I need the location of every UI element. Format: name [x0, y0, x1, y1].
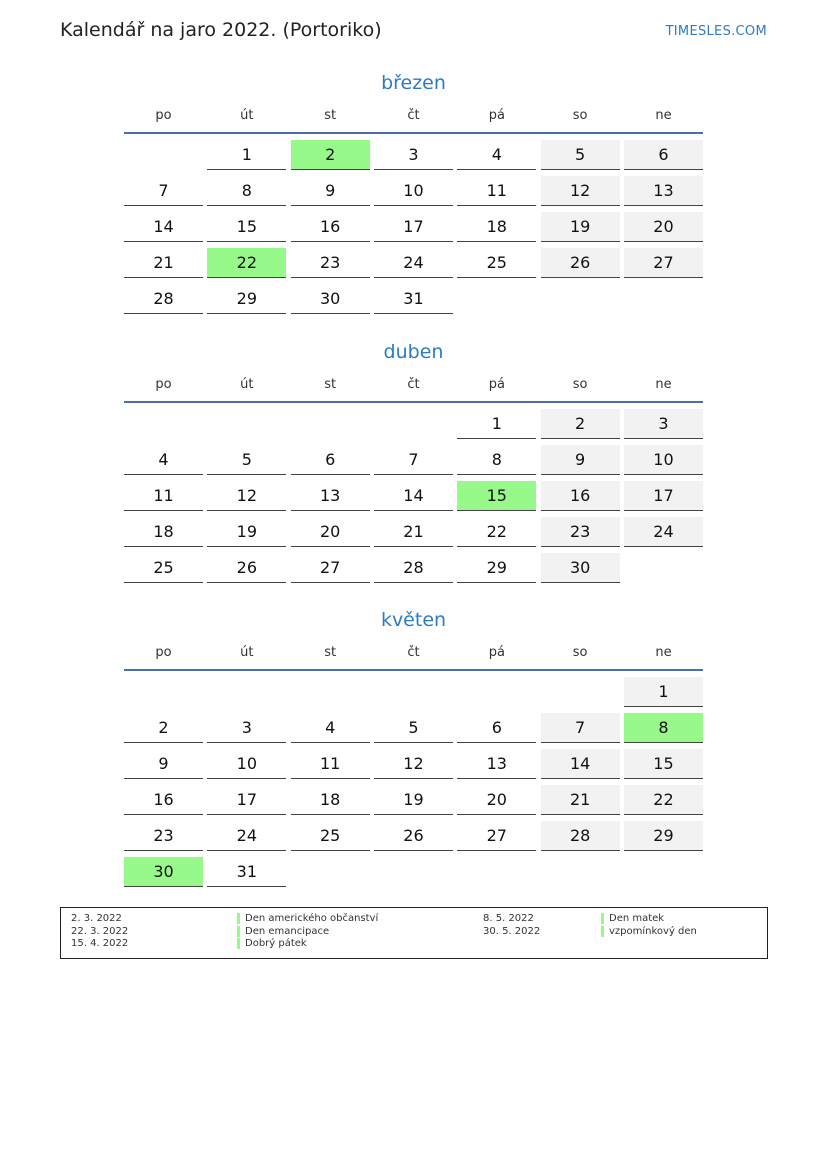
month-block [124, 607, 703, 892]
day-cell[interactable]: 11 [124, 481, 203, 511]
day-cell[interactable]: 25 [124, 553, 203, 583]
week-row [124, 139, 703, 175]
day-cell[interactable]: 27 [291, 553, 370, 583]
day-cell[interactable]: 16 [124, 785, 203, 815]
legend-date: 15. 4. 2022 [71, 938, 129, 949]
empty-day-cell [457, 857, 536, 887]
holiday-color-marker [601, 926, 604, 937]
day-cell[interactable]: 25 [291, 821, 370, 851]
day-cell[interactable]: 25 [457, 248, 536, 278]
day-cell[interactable]: 1 [457, 409, 536, 439]
week-row [124, 444, 703, 480]
weekday-label: čt [407, 108, 420, 123]
legend-date: 8. 5. 2022 [483, 913, 534, 924]
month-name: duben [383, 341, 444, 363]
day-cell[interactable]: 12 [374, 749, 453, 779]
empty-day-cell [291, 677, 370, 707]
weekday-label: po [155, 377, 172, 392]
week-row [124, 516, 703, 552]
day-cell[interactable]: 16 [541, 481, 620, 511]
weekday-label: čt [407, 377, 420, 392]
day-cell[interactable]: 10 [624, 445, 703, 475]
week-row [124, 175, 703, 211]
weekday-label: st [324, 645, 337, 660]
empty-day-cell [291, 409, 370, 439]
month-block [124, 70, 703, 319]
weekday-header [124, 643, 703, 669]
empty-day-cell [457, 677, 536, 707]
day-cell[interactable]: 9 [291, 176, 370, 206]
day-cell[interactable]: 28 [374, 553, 453, 583]
day-cell[interactable]: 9 [541, 445, 620, 475]
weekday-header [124, 106, 703, 132]
day-cell[interactable]: 1 [624, 677, 703, 707]
week-row [124, 480, 703, 516]
holiday-color-marker [237, 926, 240, 937]
empty-day-cell [124, 140, 203, 170]
day-cell[interactable]: 6 [624, 140, 703, 170]
day-cell[interactable]: 3 [624, 409, 703, 439]
holiday-legend [60, 907, 768, 959]
weekday-label: út [240, 108, 254, 123]
day-cell[interactable]: 29 [457, 553, 536, 583]
empty-day-cell [374, 409, 453, 439]
day-cell[interactable]: 14 [124, 212, 203, 242]
week-row [124, 856, 703, 892]
weekday-label: po [155, 108, 172, 123]
weekday-label: čt [407, 645, 420, 660]
day-cell[interactable]: 10 [374, 176, 453, 206]
day-cell[interactable]: 22 [624, 785, 703, 815]
day-cell[interactable]: 15 [207, 212, 286, 242]
day-cell[interactable]: 19 [374, 785, 453, 815]
day-cell[interactable]: 22 [457, 517, 536, 547]
day-cell[interactable]: 24 [207, 821, 286, 851]
day-cell[interactable]: 5 [207, 445, 286, 475]
day-cell[interactable]: 21 [124, 248, 203, 278]
weekday-label: st [324, 108, 337, 123]
week-row [124, 820, 703, 856]
day-cell[interactable]: 23 [291, 248, 370, 278]
day-cell[interactable]: 18 [291, 785, 370, 815]
day-cell[interactable]: 2 [124, 713, 203, 743]
day-cell[interactable]: 24 [624, 517, 703, 547]
day-cell[interactable]: 16 [291, 212, 370, 242]
weekday-label: pá [488, 645, 505, 660]
day-cell[interactable]: 30 [124, 857, 203, 887]
day-cell[interactable]: 21 [374, 517, 453, 547]
day-cell[interactable]: 20 [624, 212, 703, 242]
legend-holiday-name: Den emancipace [245, 925, 330, 937]
day-cell[interactable]: 29 [207, 284, 286, 314]
month-name: březen [381, 72, 446, 94]
day-cell[interactable]: 23 [124, 821, 203, 851]
day-cell[interactable]: 20 [457, 785, 536, 815]
holiday-color-marker [601, 913, 604, 924]
day-cell[interactable]: 14 [541, 749, 620, 779]
day-cell[interactable]: 3 [207, 713, 286, 743]
day-cell[interactable]: 30 [541, 553, 620, 583]
day-cell[interactable]: 17 [374, 212, 453, 242]
holiday-color-marker [237, 913, 240, 924]
legend-holiday-name: Den matek [609, 913, 665, 924]
empty-day-cell [541, 677, 620, 707]
day-cell[interactable]: 23 [541, 517, 620, 547]
week-row [124, 748, 703, 784]
weekday-label: ne [655, 645, 672, 660]
day-cell[interactable]: 20 [291, 517, 370, 547]
day-cell[interactable]: 8 [207, 176, 286, 206]
day-cell[interactable]: 8 [457, 445, 536, 475]
day-cell[interactable]: 7 [541, 713, 620, 743]
weekday-header [124, 375, 703, 401]
day-cell[interactable]: 18 [124, 517, 203, 547]
week-row [124, 552, 703, 588]
empty-day-cell [291, 857, 370, 887]
day-cell[interactable]: 28 [541, 821, 620, 851]
legend-date: 30. 5. 2022 [483, 925, 541, 937]
day-cell[interactable]: 15 [624, 749, 703, 779]
empty-day-cell [207, 677, 286, 707]
day-cell[interactable]: 2 [291, 140, 370, 170]
day-cell[interactable]: 31 [207, 857, 286, 887]
day-cell[interactable]: 12 [207, 481, 286, 511]
legend-date: 2. 3. 2022 [71, 913, 122, 924]
day-cell[interactable]: 28 [124, 284, 203, 314]
weekday-label: ne [655, 108, 672, 123]
day-cell[interactable]: 8 [624, 713, 703, 743]
day-cell[interactable]: 11 [291, 749, 370, 779]
day-cell[interactable]: 30 [291, 284, 370, 314]
header-divider [124, 132, 703, 134]
day-cell[interactable]: 1 [207, 140, 286, 170]
day-cell[interactable]: 11 [457, 176, 536, 206]
week-row [124, 211, 703, 247]
day-cell[interactable]: 17 [624, 481, 703, 511]
day-cell[interactable]: 13 [291, 481, 370, 511]
empty-day-cell [624, 553, 703, 583]
day-cell[interactable]: 29 [624, 821, 703, 851]
day-cell[interactable]: 5 [374, 713, 453, 743]
month-name: květen [380, 609, 447, 631]
day-cell[interactable]: 13 [457, 749, 536, 779]
empty-day-cell [374, 857, 453, 887]
legend-date: 22. 3. 2022 [71, 925, 129, 937]
day-cell[interactable]: 24 [374, 248, 453, 278]
day-cell[interactable]: 13 [624, 176, 703, 206]
week-row [124, 408, 703, 444]
weekday-label: út [240, 377, 254, 392]
day-cell[interactable]: 4 [124, 445, 203, 475]
weekday-label: út [240, 645, 254, 660]
day-cell[interactable]: 21 [541, 785, 620, 815]
weekday-label: pá [488, 108, 505, 123]
day-cell[interactable]: 26 [374, 821, 453, 851]
day-cell[interactable]: 17 [207, 785, 286, 815]
week-row [124, 283, 703, 319]
day-cell[interactable]: 26 [541, 248, 620, 278]
day-cell[interactable]: 5 [541, 140, 620, 170]
week-row [124, 784, 703, 820]
empty-day-cell [374, 677, 453, 707]
empty-day-cell [124, 409, 203, 439]
header-divider [124, 401, 703, 403]
empty-day-cell [124, 677, 203, 707]
day-cell[interactable]: 4 [291, 713, 370, 743]
weekday-label: so [572, 377, 588, 392]
week-row [124, 247, 703, 283]
day-cell[interactable]: 10 [207, 749, 286, 779]
day-cell[interactable]: 22 [207, 248, 286, 278]
legend-holiday-name: vzpomínkový den [609, 925, 697, 937]
day-cell[interactable]: 7 [124, 176, 203, 206]
day-cell[interactable]: 15 [457, 481, 536, 511]
weekday-label: so [572, 108, 588, 123]
empty-day-cell [541, 857, 620, 887]
legend-holiday-name: Dobrý pátek [245, 938, 307, 949]
week-row [124, 712, 703, 748]
day-cell[interactable]: 6 [457, 713, 536, 743]
weekday-label: st [324, 377, 337, 392]
day-cell[interactable]: 12 [541, 176, 620, 206]
month-block [124, 339, 703, 588]
empty-day-cell [541, 284, 620, 314]
weekday-label: po [155, 645, 172, 660]
holiday-color-marker [237, 938, 240, 949]
header-divider [124, 669, 703, 671]
day-cell[interactable]: 26 [207, 553, 286, 583]
day-cell[interactable]: 7 [374, 445, 453, 475]
week-row [124, 676, 703, 712]
empty-day-cell [207, 409, 286, 439]
day-cell[interactable]: 19 [207, 517, 286, 547]
day-cell[interactable]: 27 [624, 248, 703, 278]
day-cell[interactable]: 3 [374, 140, 453, 170]
day-cell[interactable]: 19 [541, 212, 620, 242]
empty-day-cell [624, 857, 703, 887]
day-cell[interactable]: 14 [374, 481, 453, 511]
day-cell[interactable]: 4 [457, 140, 536, 170]
empty-day-cell [624, 284, 703, 314]
day-cell[interactable]: 27 [457, 821, 536, 851]
day-cell[interactable]: 2 [541, 409, 620, 439]
day-cell[interactable]: 31 [374, 284, 453, 314]
brand-logo-text[interactable]: TIMESLES.COM [665, 24, 767, 39]
weekday-label: pá [488, 377, 505, 392]
weekday-label: ne [655, 377, 672, 392]
legend-holiday-name: Den amerického občanství [245, 913, 379, 924]
empty-day-cell [457, 284, 536, 314]
day-cell[interactable]: 9 [124, 749, 203, 779]
day-cell[interactable]: 18 [457, 212, 536, 242]
weekday-label: so [572, 645, 588, 660]
day-cell[interactable]: 6 [291, 445, 370, 475]
page-title: Kalendář na jaro 2022. (Portoriko) [60, 19, 382, 41]
